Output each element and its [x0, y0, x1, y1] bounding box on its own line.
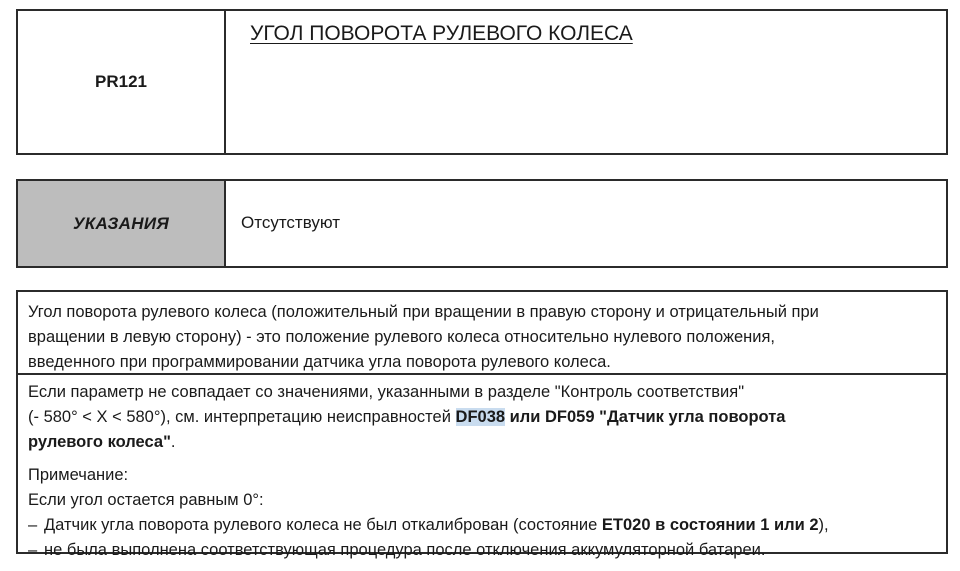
- note-title: Примечание:: [28, 466, 129, 484]
- description-box: [16, 290, 948, 559]
- description-paragraph: [18, 292, 946, 375]
- diagnostics-line-3: [28, 430, 936, 455]
- fault-reference-text: или DF059 "Датчик угла поворота: [505, 408, 786, 426]
- fault-code-df038: DF038: [455, 408, 506, 426]
- diagnostics-line-3-end: .: [170, 433, 176, 451]
- note-bullet-1-text: Датчик угла поворота рулевого колеса не был откалиброван (состояние: [44, 516, 602, 534]
- notes-label: УКАЗАНИЯ: [72, 213, 170, 233]
- note-bullet-1-state: ET020 в состоянии 1 или 2: [601, 516, 819, 534]
- parameter-title: УГОЛ ПОВОРОТА РУЛЕВОГО КОЛЕСА: [250, 22, 633, 45]
- parameter-header-box: [16, 9, 948, 155]
- note-bullet-2: [28, 538, 936, 563]
- description-line: Угол поворота рулевого колеса (положительный при вращении в правую сторону и отрицательный при: [28, 303, 819, 321]
- notes-box: [16, 179, 948, 268]
- fault-reference-continuation: рулевого колеса": [28, 433, 171, 451]
- diagnostics-line-1: Если параметр не совпадает со значениями, указанными в разделе "Контроль соответствия": [28, 383, 745, 401]
- notes-label-cell: [18, 181, 226, 266]
- diagnostics-range-text: (- 580° < X < 580°), см. интерпретацию неисправностей: [28, 408, 456, 426]
- diagnostics-section: [18, 375, 946, 559]
- note-bullet-1: [28, 513, 936, 538]
- description-line: вращении в левую сторону) - это положение рулевого колеса относительно нулевого положения,: [28, 328, 776, 346]
- notes-value: Отсутствуют: [241, 213, 341, 232]
- diagnostics-line-2: [28, 405, 936, 430]
- parameter-code-cell: [18, 11, 226, 153]
- bullet-dash: –: [28, 541, 38, 559]
- bullet-dash: –: [28, 516, 38, 534]
- note-condition: Если угол остается равным 0°:: [28, 491, 264, 509]
- description-line: введенного при программировании датчика угла поворота рулевого колеса.: [28, 353, 611, 371]
- note-bullet-1-end: ),: [818, 516, 829, 534]
- parameter-code: PR121: [95, 72, 147, 91]
- note-bullet-2-text: не была выполнена соответствующая процедура после отключения аккумуляторной батареи.: [44, 541, 766, 559]
